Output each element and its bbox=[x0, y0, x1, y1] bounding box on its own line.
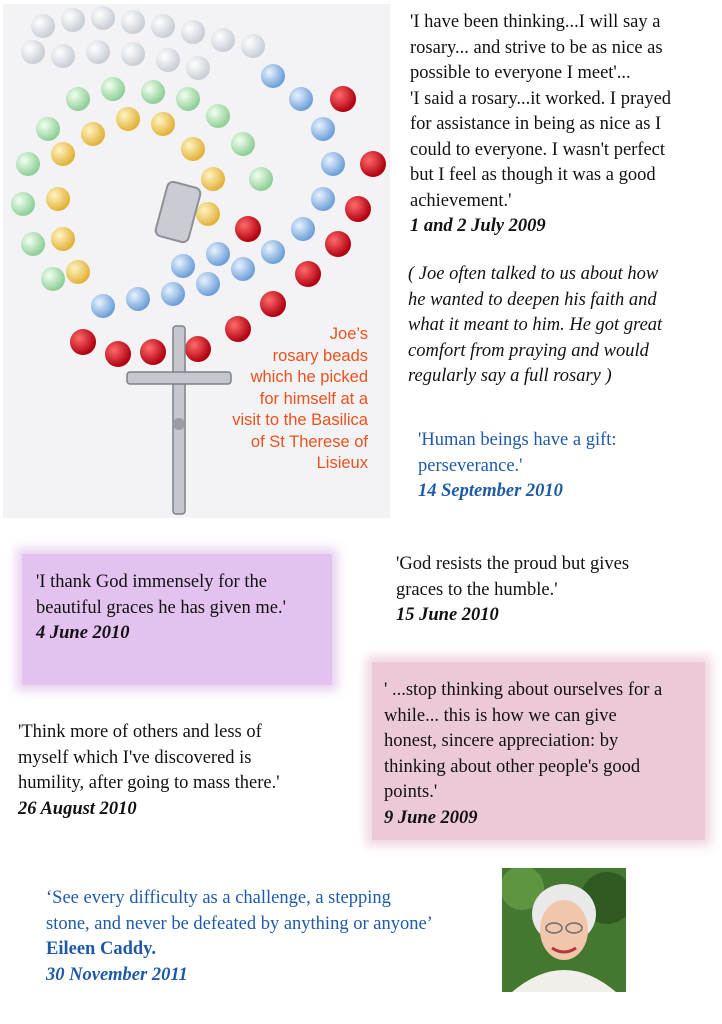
caption-line: for himself at a bbox=[259, 389, 368, 408]
quote-line: perseverance.' bbox=[418, 455, 523, 476]
quote-eileen-caddy bbox=[46, 886, 433, 988]
quote-line: points.' bbox=[384, 782, 438, 802]
quote-line: could to everyone. I wasn't perfect bbox=[410, 139, 666, 160]
quote-line: for assistance in being as nice as I bbox=[410, 114, 662, 134]
quote-line: thinking about other people's good bbox=[384, 756, 641, 777]
quote-line: while... this is how we can give bbox=[384, 705, 617, 726]
quote-line: 'I said a rosary...it worked. I prayed bbox=[410, 88, 672, 109]
note-line: comfort from praying and would bbox=[408, 340, 649, 361]
quote-line: rosary... and strive to be as nice as bbox=[410, 37, 663, 58]
quote-date: 9 June 2009 bbox=[384, 807, 478, 828]
eileen-caddy-portrait bbox=[502, 868, 626, 992]
quote-line: ‘See every difficulty as a challenge, a stepping bbox=[46, 888, 391, 908]
quote-line: ' ...stop thinking about ourselves for a bbox=[384, 680, 663, 700]
quote-date: 30 November 2011 bbox=[46, 964, 188, 985]
note-line: what it meant to him. He got great bbox=[408, 315, 663, 335]
note-line: ( Joe often talked to us about how bbox=[408, 264, 659, 284]
caption-line: visit to the Basilica bbox=[232, 411, 368, 429]
quote-line: 'God resists the proud but gives bbox=[396, 554, 630, 574]
quote-perseverance bbox=[418, 428, 617, 505]
caption-line: Joe’s bbox=[329, 325, 368, 343]
quote-line: 'Human beings have a gift: bbox=[418, 430, 617, 450]
note-line: regularly say a full rosary ) bbox=[408, 366, 612, 386]
quote-rosary bbox=[410, 10, 671, 240]
caption-line: rosary beads bbox=[272, 346, 368, 365]
quote-appreciation bbox=[372, 662, 705, 841]
caption-line: Lisieux bbox=[316, 454, 368, 472]
quote-author: Eileen Caddy. bbox=[46, 939, 156, 959]
quote-humility bbox=[18, 720, 280, 822]
quote-date: 15 June 2010 bbox=[396, 605, 499, 625]
faith-note bbox=[408, 262, 662, 390]
quote-line: humility, after going to mass there.' bbox=[18, 773, 280, 793]
caption-line: of St Therese of bbox=[250, 432, 368, 451]
quote-line: 'I have been thinking...I will say a bbox=[410, 12, 661, 32]
quote-humble bbox=[396, 552, 629, 629]
quote-line: stone, and never be defeated by anything or anyone’ bbox=[46, 913, 433, 934]
quote-date: 1 and 2 July 2009 bbox=[410, 216, 546, 236]
rosary-caption bbox=[188, 324, 368, 475]
quote-line: but I feel as though it was a good bbox=[410, 165, 656, 185]
caption-line: which he picked bbox=[250, 368, 368, 386]
quote-line: graces to the humble.' bbox=[396, 579, 558, 600]
quote-line: myself which I've discovered is bbox=[18, 747, 252, 768]
note-line: he wanted to deepen his faith and bbox=[408, 289, 657, 310]
quote-line: 'I thank God immensely for the bbox=[36, 572, 267, 592]
quote-graces bbox=[22, 554, 332, 663]
quote-date: 4 June 2010 bbox=[36, 623, 130, 643]
quote-line: honest, sincere appreciation: by bbox=[384, 731, 619, 751]
quote-graces-box bbox=[22, 554, 332, 685]
quote-line: beautiful graces he has given me.' bbox=[36, 597, 286, 618]
quote-line: achievement.' bbox=[410, 190, 512, 211]
quote-date: 14 September 2010 bbox=[418, 481, 563, 501]
quote-line: possible to everyone I meet'... bbox=[410, 63, 631, 83]
quote-line: 'Think more of others and less of bbox=[18, 722, 262, 742]
quote-date: 26 August 2010 bbox=[18, 798, 137, 819]
quote-appreciation-box bbox=[372, 662, 705, 840]
portrait-image bbox=[502, 868, 626, 992]
rosary-photo bbox=[3, 4, 390, 518]
